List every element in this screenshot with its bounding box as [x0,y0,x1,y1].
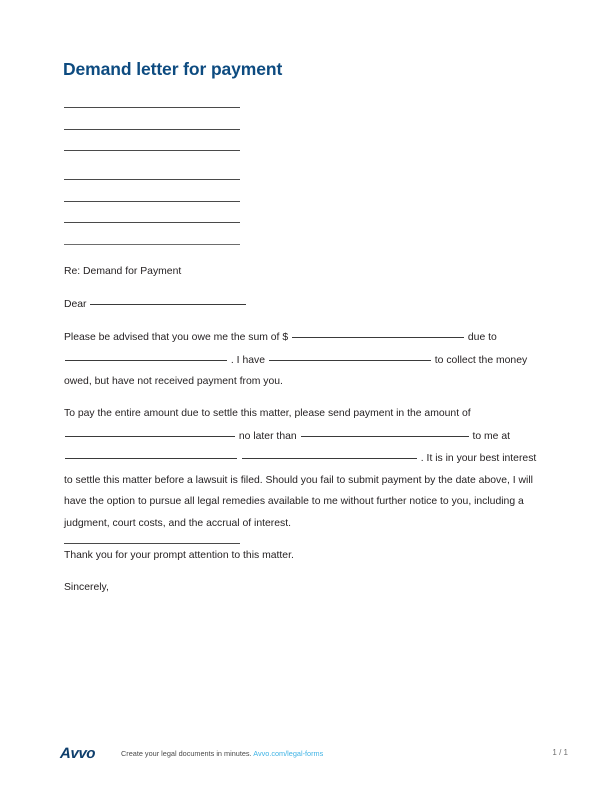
collection-attempt-field[interactable] [269,349,431,361]
closing-text: Sincerely, [64,581,109,593]
p1-part-2: due to [467,332,497,343]
address-blank-line-4[interactable] [64,179,240,180]
address-blank-line-7[interactable] [64,244,240,245]
page-indicator: 1 / 1 [552,748,568,757]
salutation-line [64,293,538,316]
payment-amount-field[interactable] [65,425,235,437]
paragraph-thank-you [64,545,538,567]
payment-address-line-1-field[interactable] [65,447,237,459]
p1-part-1: Please be advised that you owe me the sum of $ [64,332,289,343]
paragraph-amount-owed [64,326,538,393]
paragraph-payment-terms [64,403,538,534]
legal-forms-link[interactable]: Avvo.com/legal-forms [253,749,324,758]
p1-part-4: to collect the money owed, but have not received payment from you. [64,354,528,387]
address-blank-line-5[interactable] [64,201,240,202]
letter-body [64,261,538,609]
subject-text: Re: Demand for Payment [64,266,182,277]
footer-tagline [121,749,323,758]
footer-tagline-text: Create your legal documents in minutes. [121,749,252,758]
payment-due-date-field[interactable] [301,425,469,437]
salutation-label: Dear [64,299,87,310]
avvo-logo[interactable]: Avvo [59,745,96,762]
p2-part-1: To pay the entire amount due to settle this matter, please send payment in the amount of [64,408,471,419]
payment-address-line-2-field[interactable] [242,447,417,459]
address-blank-line-1[interactable] [64,107,240,108]
address-blank-line-2[interactable] [64,129,240,130]
closing-line [64,577,538,599]
due-reason-field[interactable] [65,349,227,361]
address-blank-line-3[interactable] [64,150,240,151]
page-footer [0,745,612,775]
address-fill-in-block [64,107,364,245]
sum-owed-field[interactable] [292,326,464,338]
p1-part-3: . I have [230,354,265,366]
recipient-name-field[interactable] [90,293,246,305]
address-blank-line-6[interactable] [64,222,240,223]
p2-part-3: to me at [472,430,510,442]
subject-line [64,261,538,283]
thank-you-text: Thank you for your prompt attention to this matter. [64,549,294,561]
signature-field[interactable] [64,543,240,544]
p2-part-2: no later than [238,430,297,442]
p2-part-4: . It is in your best interest to settle this matter before a lawsuit is filed. Should you fail to submit payment by the date above, I will have the option to pursue all legal remedies available to me without further notice to you, including a judgment, court costs, and the accrual of interest. [64,453,537,529]
page-title: Demand letter for payment [63,59,283,79]
